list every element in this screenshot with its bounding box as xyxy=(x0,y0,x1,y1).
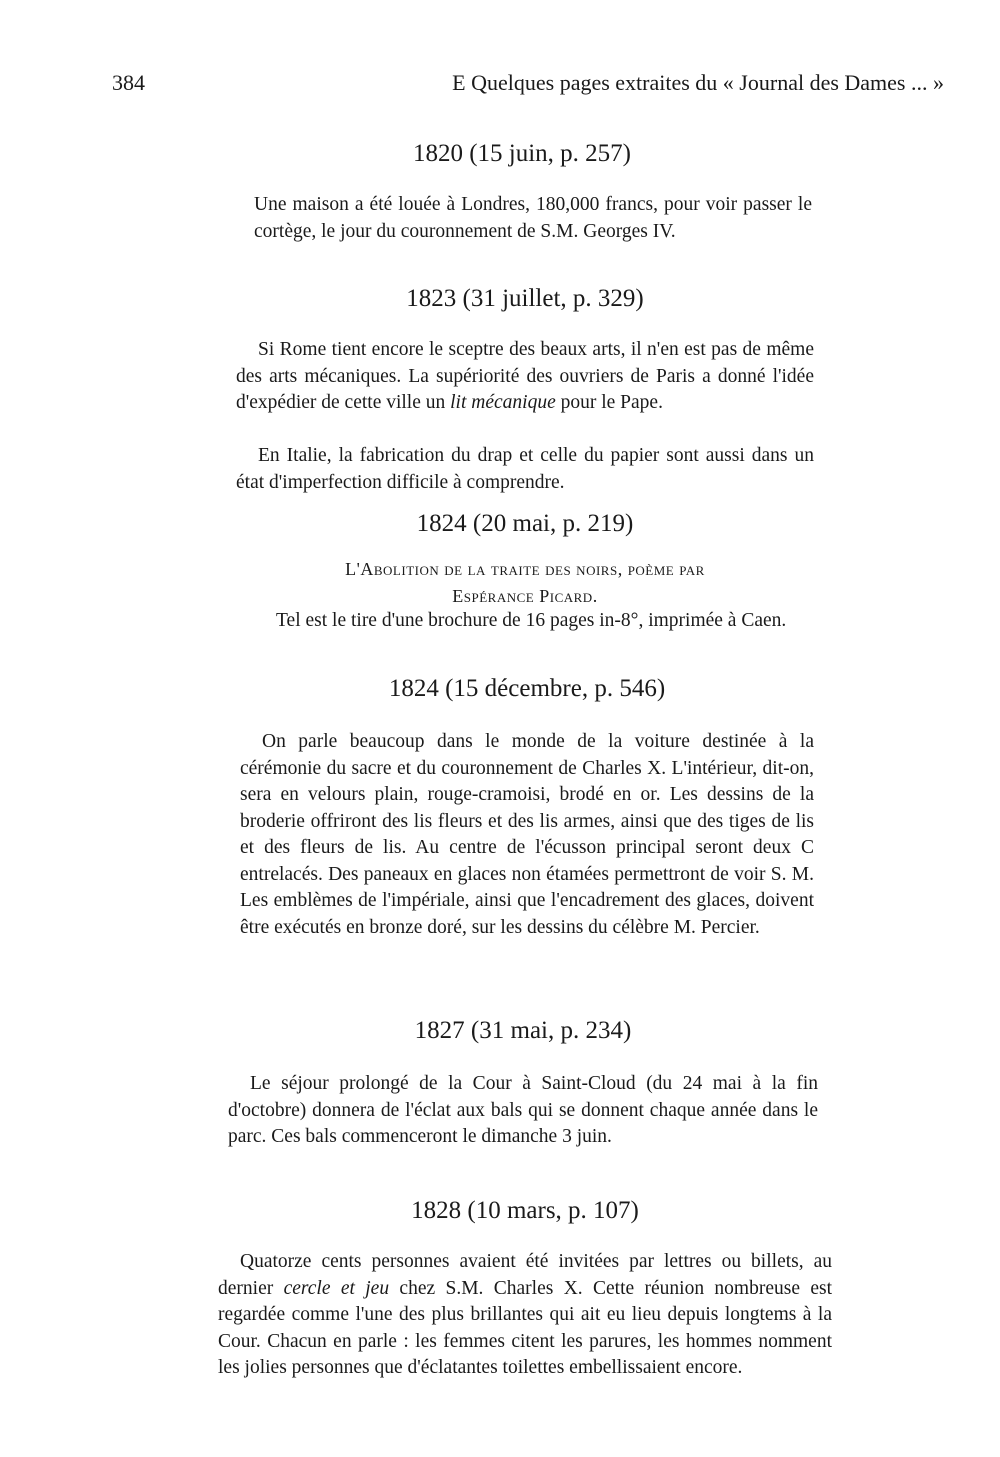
entry-paragraph: On parle beaucoup dans le monde de la voiture destinée à la cérémonie du sacre et du couronnement de Charles X. L'intérieur, dit-on, sera en velours plain, rouge-cramoisi, brodé en or. Les dessins de la broderie offriront des lis fleurs et des lis armes, ainsi que des tiges de lis et des fleurs de lis. Au centre de l'écusson principal seront deux C entrelacés. Des paneaux en glaces non étamées permettront de voir S. M. Les emblèmes de l'impériale, ainsi que l'encadrement des glaces, doivent être exécutés en bronze doré, sur les dessins du célèbre M. Percier. xyxy=(240,731,814,938)
entry-heading: 1828 (10 mars, p. 107) xyxy=(411,1197,639,1224)
entry-paragraph: Une maison a été louée à Londres, 180,000 francs, pour voir passer le cortège, le jour du couronnement de S.M. Georges IV. xyxy=(254,194,812,242)
entry-1827 xyxy=(228,1017,818,1187)
entry-paragraph: Quatorze cents personnes avaient été invitées par lettres ou billets, au dernier cercle et jeu chez S.M. Charles X. Cette réunion nombreuse est regardée comme l'une des plus brillantes qui ait eu lieu depuis longtems à la Cour. Chacun en parle : les femmes citent les parures, les hommes nomment les jolies personnes que d'éclatantes toilettes embellissaient encore. xyxy=(218,1251,832,1378)
entry-paragraph: En Italie, la fabrication du drap et celle du papier sont aussi dans un état d'imperfection difficile à comprendre. xyxy=(236,445,814,493)
entry-1828 xyxy=(218,1197,832,1427)
entry-heading: 1823 (31 juillet, p. 329) xyxy=(406,285,644,312)
entry-heading: 1820 (15 juin, p. 257) xyxy=(412,140,632,167)
entry-heading: 1827 (31 mai, p. 234) xyxy=(414,1017,632,1044)
running-header xyxy=(112,70,944,96)
entry-1824-mai xyxy=(236,510,814,660)
page-number: 384 xyxy=(112,70,145,95)
entry-1824-decembre xyxy=(240,675,814,995)
entry-heading: 1824 (15 décembre, p. 546) xyxy=(388,675,666,702)
entry-1820 xyxy=(232,140,812,290)
running-title: E Quelques pages extraites du « Journal des Dames ... » xyxy=(452,70,944,95)
entry-paragraph: Tel est le tire d'une brochure de 16 pages in-8°, imprimée à Caen. xyxy=(276,610,787,631)
entry-paragraph: Si Rome tient encore le sceptre des beaux arts, il n'en est pas de même des arts mécaniques. La supériorité des ouvriers de Paris a donné l'idée d'expédier de cette ville un lit mécanique pour le Pape. xyxy=(236,339,814,413)
entry-paragraph: Le séjour prolongé de la Cour à Saint-Cloud (du 24 mai à la fin d'octobre) donnera de l'éclat aux bals qui se donnent chaque année dans le parc. Ces bals commenceront le dimanche 3 juin. xyxy=(228,1073,818,1147)
entry-heading: 1824 (20 mai, p. 219) xyxy=(416,510,634,537)
entry-1823 xyxy=(236,285,814,495)
pamphlet-title: L'Abolition de la traite des noirs, poème par Espérance Picard. xyxy=(345,559,705,606)
